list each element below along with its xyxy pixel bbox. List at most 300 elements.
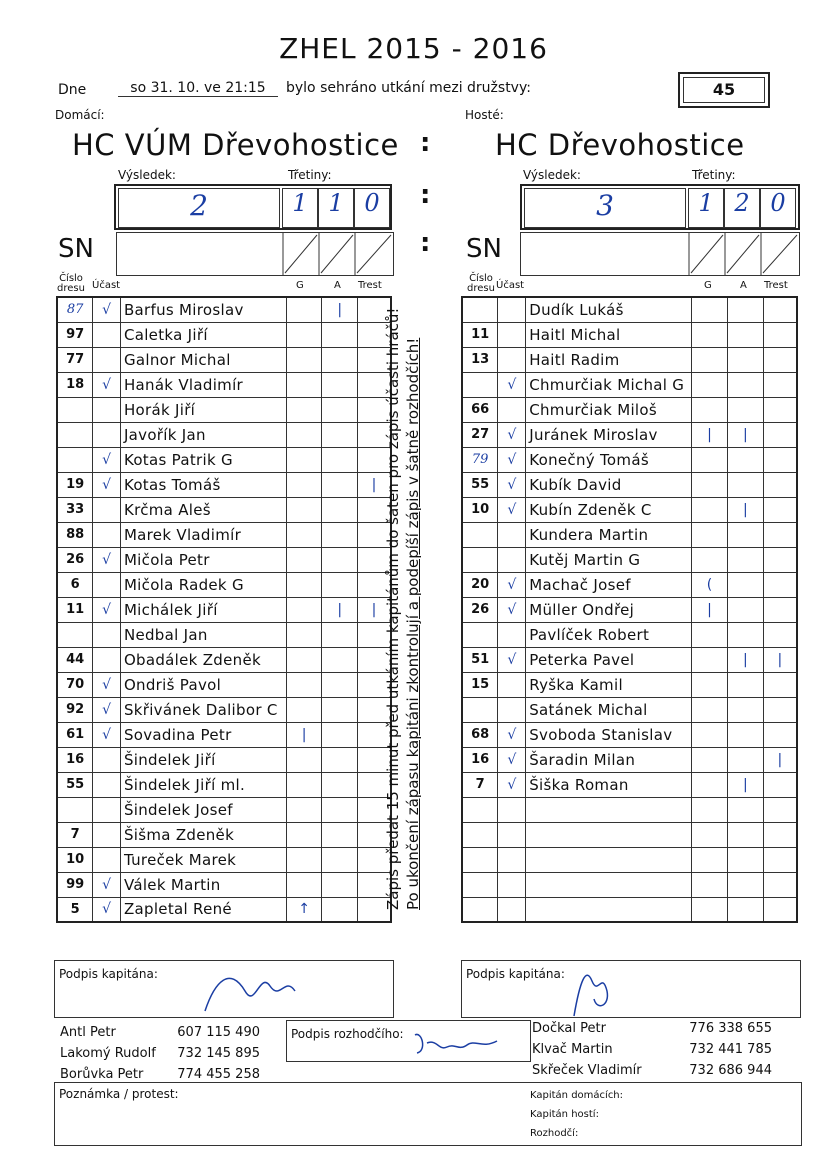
goal-mark-cell — [692, 772, 728, 797]
date-value: so 31. 10. ve 21:15 — [118, 80, 278, 97]
assist-mark-cell — [322, 597, 358, 622]
assist-mark-cell — [322, 572, 358, 597]
assist-mark-cell — [727, 772, 763, 797]
player-name: Chmurčiak Michal G — [526, 372, 692, 397]
goal-mark-cell — [286, 897, 322, 922]
attendance-mark-cell — [498, 847, 526, 872]
attendance-mark-cell — [93, 647, 121, 672]
separator-colon: : — [420, 180, 431, 210]
goal-mark: | — [707, 426, 712, 443]
roster-row — [462, 372, 797, 397]
roster-row — [57, 522, 391, 547]
assist-mark: | — [337, 301, 343, 318]
jersey-number — [462, 297, 498, 322]
attendance-mark: √ — [102, 601, 112, 618]
goal-mark-cell — [692, 497, 728, 522]
jersey-number — [462, 522, 498, 547]
goal-mark-cell — [286, 647, 322, 672]
player-name: Haitl Radim — [526, 347, 692, 372]
home-col-number: Číslo dresu — [57, 273, 85, 294]
home-label: Domácí: — [55, 108, 105, 122]
player-name — [526, 897, 692, 922]
attendance-mark-cell — [498, 322, 526, 347]
roster-row — [57, 797, 391, 822]
roster-row — [462, 322, 797, 347]
jersey-number: 10 — [462, 497, 498, 522]
jersey-number: 19 — [57, 472, 93, 497]
penalty-mark-cell — [763, 372, 797, 397]
away-score: 3 — [524, 188, 686, 228]
attendance-mark: √ — [102, 876, 112, 893]
player-name: Zapletal René — [120, 897, 286, 922]
attendance-mark: √ — [102, 451, 112, 468]
player-name: Mičola Petr — [120, 547, 286, 572]
attendance-mark-cell — [498, 422, 526, 447]
penalty-mark-cell — [763, 472, 797, 497]
penalty-mark-cell — [763, 722, 797, 747]
note-box — [54, 1082, 802, 1146]
player-name: Válek Martin — [120, 872, 286, 897]
assist-mark-cell — [727, 622, 763, 647]
player-name: Obadálek Zdeněk — [120, 647, 286, 672]
attendance-mark: √ — [507, 726, 517, 743]
goal-mark-cell — [286, 697, 322, 722]
penalty-mark-cell — [763, 647, 797, 672]
goal-mark-cell — [286, 847, 322, 872]
roster-row — [57, 672, 391, 697]
player-name: Satánek Michal — [526, 697, 692, 722]
home-sn-label: SN — [58, 234, 94, 264]
assist-mark-cell — [322, 472, 358, 497]
goal-mark-cell — [692, 572, 728, 597]
player-name: Kubín Zdeněk C — [526, 497, 692, 522]
roster-row — [462, 747, 797, 772]
attendance-mark: √ — [507, 751, 517, 768]
roster-row — [57, 647, 391, 672]
attendance-mark: √ — [507, 451, 517, 468]
goal-mark-cell — [692, 297, 728, 322]
away-captain-signature — [462, 961, 800, 1017]
assist-mark-cell — [322, 722, 358, 747]
player-name: Galnor Michal — [120, 347, 286, 372]
attendance-mark-cell — [93, 772, 121, 797]
attendance-mark: √ — [507, 476, 517, 493]
assist-mark-cell — [727, 722, 763, 747]
attendance-mark-cell — [93, 597, 121, 622]
attendance-mark-cell — [498, 772, 526, 797]
assist-mark-cell — [322, 697, 358, 722]
attendance-mark-cell — [498, 747, 526, 772]
jersey-number — [57, 422, 93, 447]
goal-mark-cell — [692, 472, 728, 497]
goal-mark-cell — [286, 747, 322, 772]
jersey-number: 51 — [462, 647, 498, 672]
referee-box — [286, 1020, 531, 1062]
away-col-number: Číslo dresu — [467, 273, 495, 294]
penalty-mark-cell — [763, 522, 797, 547]
attendance-mark-cell — [93, 397, 121, 422]
roster-row — [462, 522, 797, 547]
roster-row — [462, 547, 797, 572]
away-sn-box — [520, 232, 800, 276]
goal-mark-cell — [692, 672, 728, 697]
player-name: Nedbal Jan — [120, 622, 286, 647]
roster-row — [57, 897, 391, 922]
goal-mark-cell — [692, 622, 728, 647]
roster-row — [57, 347, 391, 372]
home-col-g: G — [296, 280, 304, 291]
home-team-name: HC VÚM Dřevohostice — [72, 128, 399, 162]
attendance-mark-cell — [93, 797, 121, 822]
penalty-mark: | — [371, 476, 377, 493]
sheet-title: ZHEL 2015 - 2016 — [279, 32, 548, 65]
player-name: Peterka Pavel — [526, 647, 692, 672]
player-name: Mičola Radek G — [120, 572, 286, 597]
goal-mark-cell — [286, 597, 322, 622]
jersey-number: 26 — [57, 547, 93, 572]
attendance-mark-cell — [93, 422, 121, 447]
goal-mark-cell — [286, 497, 322, 522]
away-col-attendance: Účast — [496, 280, 525, 291]
player-name: Šindelek Jiří — [120, 747, 286, 772]
roster-row — [57, 622, 391, 647]
attendance-mark-cell — [93, 622, 121, 647]
attendance-mark: √ — [102, 726, 112, 743]
goal-mark-cell — [692, 647, 728, 672]
away-result-label: Výsledek: — [523, 168, 581, 182]
assist-mark-cell — [322, 347, 358, 372]
jersey-number: 16 — [462, 747, 498, 772]
jersey-number — [57, 797, 93, 822]
roster-row — [462, 497, 797, 522]
away-captain-label: Podpis kapitána: — [466, 967, 565, 981]
attendance-mark-cell — [93, 572, 121, 597]
attendance-mark: √ — [102, 676, 112, 693]
jersey-number — [57, 397, 93, 422]
goal-mark-cell — [286, 722, 322, 747]
player-name: Sovadina Petr — [120, 722, 286, 747]
goal-mark-cell — [692, 722, 728, 747]
penalty-mark-cell — [763, 547, 797, 572]
goal-mark-cell — [286, 372, 322, 397]
home-score: 2 — [118, 188, 280, 228]
attendance-mark-cell — [93, 872, 121, 897]
assist-mark-cell — [727, 647, 763, 672]
assist-mark: | — [742, 501, 748, 518]
jersey-number — [462, 547, 498, 572]
player-name: Juránek Miroslav — [526, 422, 692, 447]
away-team-name: HC Dřevohostice — [495, 128, 745, 162]
goal-mark-cell — [286, 322, 322, 347]
attendance-mark-cell — [498, 722, 526, 747]
goal-mark: | — [707, 601, 712, 618]
goal-mark-cell — [692, 872, 728, 897]
attendance-mark-cell — [93, 347, 121, 372]
jersey-number: 77 — [57, 347, 93, 372]
attendance-mark-cell — [93, 497, 121, 522]
home-captain-box — [54, 960, 394, 1018]
assist-mark-cell — [727, 497, 763, 522]
roster-row — [57, 497, 391, 522]
roster-row — [462, 597, 797, 622]
attendance-mark-cell — [498, 547, 526, 572]
player-name: Krčma Aleš — [120, 497, 286, 522]
roster-row — [57, 772, 391, 797]
goal-mark-cell — [692, 847, 728, 872]
goal-mark-cell — [286, 547, 322, 572]
attendance-mark-cell — [498, 897, 526, 922]
goal-mark-cell — [692, 397, 728, 422]
vertical-note-line1: Zápis předat 15 minut před utkáním kapitánům do šaten pro zápis účasti hráčů! — [384, 307, 402, 910]
goal-mark-cell — [286, 522, 322, 547]
assist-mark-cell — [322, 397, 358, 422]
goal-mark-cell — [286, 822, 322, 847]
jersey-number: 92 — [57, 697, 93, 722]
attendance-mark-cell — [498, 622, 526, 647]
assist-mark-cell — [727, 672, 763, 697]
assist-mark-cell — [727, 797, 763, 822]
home-captain-label: Podpis kapitána: — [59, 967, 158, 981]
roster-row — [462, 722, 797, 747]
attendance-mark: √ — [102, 551, 112, 568]
jersey-number: 44 — [57, 647, 93, 672]
home-period-2: 1 — [318, 188, 354, 228]
home-period-1: 1 — [282, 188, 318, 228]
assist-mark-cell — [322, 647, 358, 672]
goal-mark-cell — [692, 822, 728, 847]
away-label: Hosté: — [465, 108, 504, 122]
roster-row — [462, 697, 797, 722]
assist-mark-cell — [727, 697, 763, 722]
jersey-number: 5 — [57, 897, 93, 922]
home-captain-signature — [55, 961, 393, 1017]
assist-mark-cell — [322, 497, 358, 522]
attendance-mark-cell — [93, 372, 121, 397]
match-number: 45 — [683, 77, 765, 103]
away-roster-table — [461, 296, 798, 923]
attendance-mark: √ — [507, 576, 517, 593]
attendance-mark-cell — [93, 822, 121, 847]
penalty-mark-cell — [763, 422, 797, 447]
jersey-number: 27 — [462, 422, 498, 447]
note-label: Poznámka / protest: — [59, 1087, 179, 1101]
away-period-2: 2 — [724, 188, 760, 228]
attendance-mark-cell — [498, 297, 526, 322]
attendance-mark-cell — [498, 572, 526, 597]
jersey-number — [462, 622, 498, 647]
roster-row — [462, 822, 797, 847]
penalty-mark-cell — [763, 322, 797, 347]
away-col-a: A — [740, 280, 747, 291]
home-period-3: 0 — [354, 188, 390, 228]
jersey-number: 79 — [462, 447, 498, 472]
attendance-mark-cell — [93, 547, 121, 572]
attendance-mark-cell — [93, 847, 121, 872]
attendance-mark: √ — [507, 426, 517, 443]
away-sn-label: SN — [466, 234, 502, 264]
player-name: Chmurčiak Miloš — [526, 397, 692, 422]
penalty-mark-cell — [763, 297, 797, 322]
assist-mark-cell — [322, 847, 358, 872]
jersey-number: 66 — [462, 397, 498, 422]
assist-mark-cell — [727, 322, 763, 347]
jersey-number: 11 — [57, 597, 93, 622]
away-periods-label: Třetiny: — [692, 168, 736, 182]
penalty-mark-cell — [763, 447, 797, 472]
player-name: Šindelek Josef — [120, 797, 286, 822]
attendance-mark-cell — [498, 872, 526, 897]
goal-mark-cell — [286, 397, 322, 422]
player-name: Konečný Tomáš — [526, 447, 692, 472]
goal-mark-cell — [692, 422, 728, 447]
assist-mark-cell — [727, 747, 763, 772]
jersey-number: 97 — [57, 322, 93, 347]
goal-mark-cell — [286, 797, 322, 822]
player-name: Michálek Jiří — [120, 597, 286, 622]
player-name: Marek Vladimír — [120, 522, 286, 547]
player-name: Haitl Michal — [526, 322, 692, 347]
jersey-number — [462, 847, 498, 872]
goal-mark-cell — [286, 772, 322, 797]
roster-row — [57, 397, 391, 422]
roster-row — [57, 822, 391, 847]
player-name — [526, 822, 692, 847]
jersey-number: 15 — [462, 672, 498, 697]
goal-mark-cell — [692, 747, 728, 772]
player-name: Barfus Miroslav — [120, 297, 286, 322]
goal-mark-cell — [692, 697, 728, 722]
attendance-mark: √ — [507, 651, 517, 668]
roster-row — [462, 397, 797, 422]
roster-row — [462, 447, 797, 472]
roster-row — [57, 572, 391, 597]
attendance-mark-cell — [498, 522, 526, 547]
jersey-number: 26 — [462, 597, 498, 622]
attendance-mark: √ — [102, 376, 112, 393]
home-periods-label: Třetiny: — [288, 168, 332, 182]
assist-mark-cell — [322, 522, 358, 547]
jersey-number: 11 — [462, 322, 498, 347]
attendance-mark-cell — [93, 472, 121, 497]
attendance-mark-cell — [498, 497, 526, 522]
attendance-mark-cell — [93, 697, 121, 722]
jersey-number: 10 — [57, 847, 93, 872]
assist-mark-cell — [322, 372, 358, 397]
player-name: Hanák Vladimír — [120, 372, 286, 397]
roster-row — [462, 872, 797, 897]
assist-mark: | — [742, 776, 748, 793]
player-name — [526, 872, 692, 897]
player-name: Kutěj Martin G — [526, 547, 692, 572]
penalty-mark-cell — [763, 572, 797, 597]
jersey-number: 20 — [462, 572, 498, 597]
referee-signature — [287, 1021, 530, 1061]
assist-mark-cell — [727, 522, 763, 547]
roster-row — [462, 672, 797, 697]
goal-mark-cell — [286, 872, 322, 897]
attendance-mark-cell — [498, 347, 526, 372]
jersey-number — [462, 372, 498, 397]
roster-row — [462, 622, 797, 647]
home-col-a: A — [334, 280, 341, 291]
player-name: Pavlíček Robert — [526, 622, 692, 647]
assist-mark-cell — [727, 872, 763, 897]
jersey-number: 68 — [462, 722, 498, 747]
penalty-mark-cell — [763, 897, 797, 922]
attendance-mark: √ — [102, 701, 112, 718]
player-name: Šiška Roman — [526, 772, 692, 797]
date-label: Dne — [58, 82, 87, 98]
jersey-number — [462, 872, 498, 897]
contacts-right: Dočkal Petr 776 338 655 Klvač Martin 732 441 785 Skřeček Vladimír 732 686 944 — [532, 1021, 772, 1078]
player-name: Tureček Marek — [120, 847, 286, 872]
roster-row — [462, 647, 797, 672]
attendance-mark-cell — [93, 297, 121, 322]
roster-row — [462, 297, 797, 322]
jersey-number: 13 — [462, 347, 498, 372]
jersey-number — [462, 797, 498, 822]
attendance-mark-cell — [498, 672, 526, 697]
player-name: Skřivánek Dalibor C — [120, 697, 286, 722]
assist-mark-cell — [322, 547, 358, 572]
penalty-mark-cell — [763, 797, 797, 822]
player-name: Šindelek Jiří ml. — [120, 772, 286, 797]
away-period-3: 0 — [760, 188, 796, 228]
attendance-mark: √ — [102, 301, 112, 318]
player-name: Šaradin Milan — [526, 747, 692, 772]
roster-row — [462, 897, 797, 922]
roster-row — [462, 572, 797, 597]
attendance-mark-cell — [498, 697, 526, 722]
attendance-mark: √ — [507, 776, 517, 793]
penalty-mark: | — [777, 651, 783, 668]
player-name: Svoboda Stanislav — [526, 722, 692, 747]
vertical-note-line2: Po ukončení zápasu kapitáni zkontrolují a podepíší zápis v šatně rozhodčích! — [404, 337, 422, 910]
assist-mark-cell — [727, 847, 763, 872]
attendance-mark: √ — [507, 501, 517, 518]
goal-mark-cell — [692, 597, 728, 622]
penalty-mark-cell — [763, 597, 797, 622]
roster-row — [57, 597, 391, 622]
assist-mark-cell — [322, 622, 358, 647]
jersey-number: 33 — [57, 497, 93, 522]
attendance-mark-cell — [498, 597, 526, 622]
assist-mark: | — [742, 651, 748, 668]
away-col-penalty: Trest — [764, 280, 788, 291]
goal-mark-cell — [286, 572, 322, 597]
goal-mark: ↑ — [298, 901, 310, 918]
jersey-number: 87 — [57, 297, 93, 322]
player-name: Dudík Lukáš — [526, 297, 692, 322]
goal-mark: ( — [706, 576, 713, 593]
attendance-mark-cell — [93, 447, 121, 472]
jersey-number: 7 — [462, 772, 498, 797]
attendance-mark-cell — [93, 722, 121, 747]
vertical-note — [383, 307, 463, 910]
jersey-number: 6 — [57, 572, 93, 597]
roster-row — [57, 372, 391, 397]
jersey-number: 88 — [57, 522, 93, 547]
penalty-mark: | — [777, 751, 783, 768]
jersey-number: 61 — [57, 722, 93, 747]
assist-mark-cell — [322, 797, 358, 822]
attendance-mark-cell — [498, 797, 526, 822]
goal-mark-cell — [692, 797, 728, 822]
home-col-penalty: Trest — [358, 280, 382, 291]
goal-mark-cell — [692, 372, 728, 397]
roster-row — [57, 472, 391, 497]
penalty-mark-cell — [763, 697, 797, 722]
